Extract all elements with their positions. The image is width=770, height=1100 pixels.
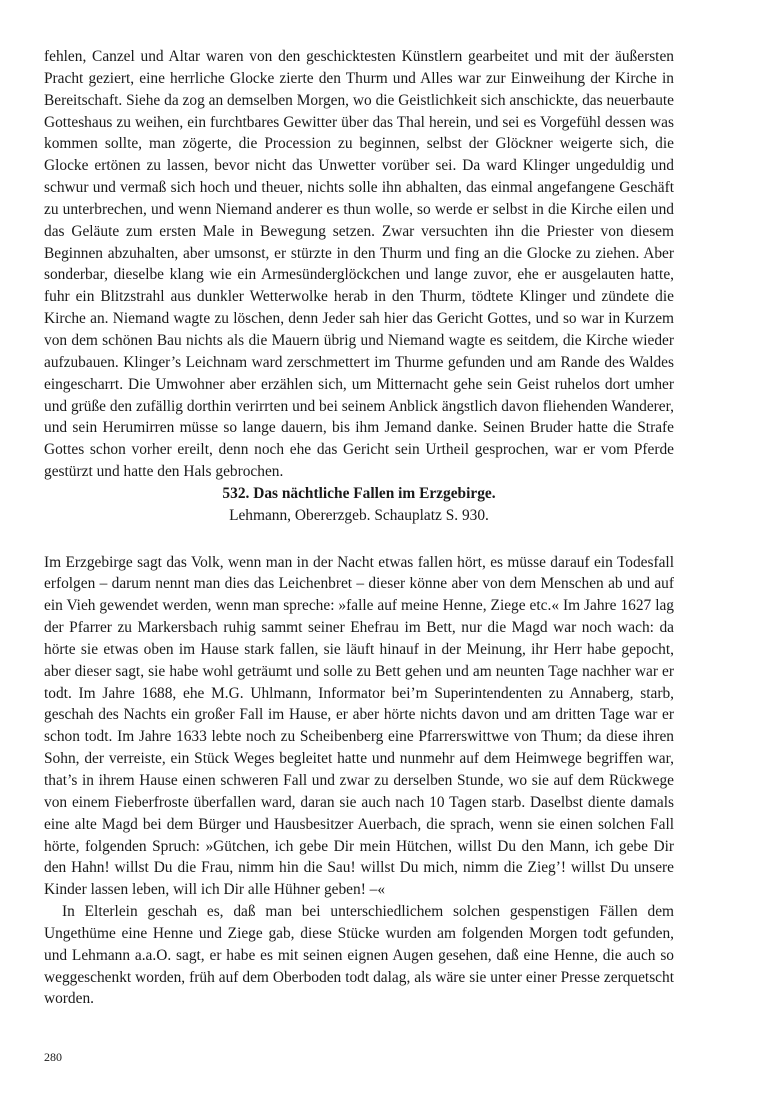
source-citation: Lehmann, Obererzgeb. Schauplatz S. 930.: [229, 506, 489, 524]
document-page: [44, 46, 674, 1010]
continued-story-paragraph: fehlen, Canzel und Altar waren von den geschicktesten Künstlern gearbeitet und mit der äußersten Pracht geziert, eine herrliche Glocke zierte den Thurm und Alles war zur Einweihung der Kirche in Bereitschaft. Siehe da zog an demselben Morgen, wo die Geistlichkeit sich anschickte, das neuerbaute Gotteshaus zu weihen, ein furchtbares Gewitter über das Thal herein, und sei es Vorgefühl dessen was kommen sollte, man zögerte, die Procession zu beginnen, selbst der Glöckner weigerte sich, die Glocke ertönen zu lassen, bevor nicht das Unwetter vorüber sei. Da ward Klinger ungeduldig und schwur und vermaß sich hoch und theuer, nichts solle ihn abhalten, das einmal angefangene Geschäft zu unterbrechen, und wenn Niemand anderer es thun wolle, so werde er selbst in die Kirche eilen und das Geläute zum ersten Male in Bewegung setzen. Zwar versuchten ihn die Priester von diesem Beginnen abzuhalten, aber umsonst, er stürzte in den Thurm und fing an die Glocke zu ziehen. Aber sonderbar, dieselbe klang wie ein Armesünderglöckchen und lange zuvor, ehe er ausgelauten hatte, fuhr ein Blitzstrahl aus dunkler Wetterwolke herab in den Thurm, tödtete Klinger und zündete die Kirche an. Niemand wagte zu löschen, denn Jeder sah hier das Gericht Gottes, und so war in Kurzem von dem schönen Bau nichts als die Mauern übrig und Niemand wagte es seitdem, die Kirche wieder aufzubauen. Klinger’s Leichnam ward zerschmettert im Thurme gefunden und am Rande des Waldes eingescharrt. Die Umwohner aber erzählen sich, um Mitternacht gehe sein Geist ruhelos dort umher und grüße den zufällig dorthin verirrten und bei seinem Anblick ängstlich davon fliehenden Wanderer, und sein Herumirren müsse so lange dauern, bis ihm Jemand danke. Seinen Bruder hatte die Strafe Gottes schon vorher ereilt, denn noch ehe das Gericht sein Urtheil gesprochen, war er vom Pferde gestürzt und hatte den Hals gebrochen.: [44, 48, 674, 481]
section-heading: 532. Das nächtliche Fallen im Erzgebirge.: [222, 484, 496, 502]
section-paragraph-2: In Elterlein geschah es, daß man bei unterschiedlichem solchen gespenstigen Fällen dem Ungethüme eine Henne und Ziege gab, diese Stücke wurden am folgenden Morgen todt gefunden, und Lehmann a.a.O. sagt, er habe es mit seinen eignen Augen gesehen, daß eine Henne, die auch so weggeschenkt worden, früh auf dem Oberboden todt dalag, als wäre sie unter einer Presse zerquetscht worden.: [44, 903, 674, 1008]
page-number: 280: [44, 1050, 62, 1064]
section-paragraph-1: Im Erzgebirge sagt das Volk, wenn man in der Nacht etwas fallen hört, es müsse darauf ein Todesfall erfolgen – darum nennt man dies das Leichenbret – dieser könne aber von dem Menschen ab und auf ein Vieh gewendet werden, wenn man spreche: »falle auf meine Henne, Ziege etc.« Im Jahre 1627 lag der Pfarrer zu Markersbach ruhig sammt seiner Ehefrau im Bett, nur die Magd war noch wach: da hörte sie etwas oben im Hause stark fallen, sie läuft hinauf in der Meinung, ihr Herr habe gepocht, aber dieser sagt, sie habe wohl geträumt und solle zu Bett gehen und am neunten Tage nachher war er todt. Im Jahre 1688, ehe M.G. Uhlmann, Informator bei’m Superintendenten zu Annaberg, starb, geschah des Nachts ein großer Fall im Hause, er aber hörte nichts davon und am dritten Tage war er schon todt. Im Jahre 1633 lebte noch zu Scheibenberg eine Pfarrerswittwe von Thum; da diese ihren Sohn, der verreiste, ein Stück Weges begleitet hatte und nunmehr auf dem Heimwege begriffen war, that’s in ihrem Hause einen schweren Fall und zwar zu derselben Stunde, wo sie auf dem Rückwege von einem Fieberfroste überfallen ward, daran sie auch nach 10 Tagen starb. Daselbst diente damals eine alte Magd bei dem Bürger und Hausbesitzer Auerbach, die sprach, wenn sie einen solchen Fall hörte, folgenden Spruch: »Gütchen, ich gebe Dir mein Hütchen, willst Du den Mann, ich gebe Dir den Hahn! willst Du die Frau, nimm hin die Sau! willst Du mich, nimm die Zieg’! willst Du unsere Kinder lassen leben, will ich Dir alle Hühner geben! –«: [44, 553, 674, 899]
